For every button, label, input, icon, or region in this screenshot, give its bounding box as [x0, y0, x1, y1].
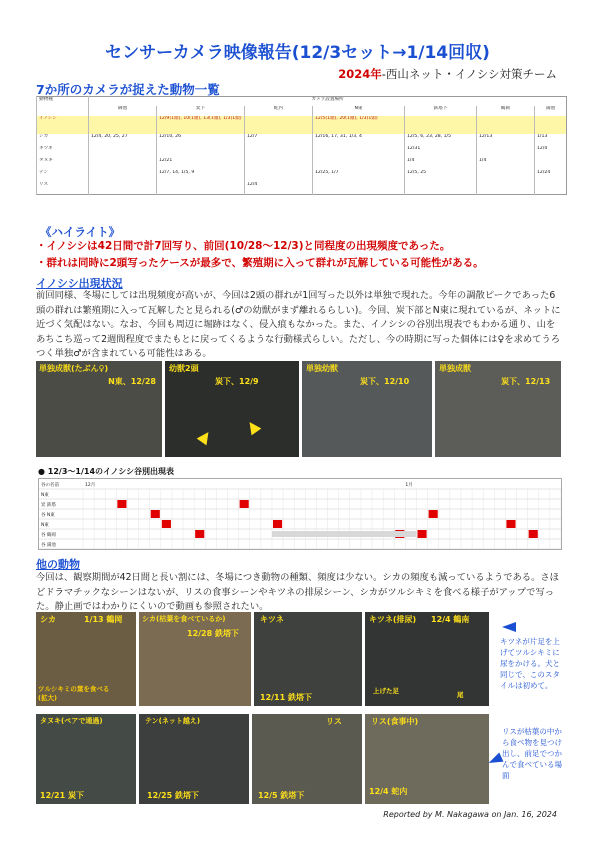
table-cell [245, 116, 313, 134]
table-cell [477, 170, 535, 182]
timeline-sighting-mark [429, 510, 438, 518]
photo-tag: リス(食事中) [371, 717, 419, 726]
table-cell: 12/5(1頭), 20(1頭), 1/3(1頭) [313, 116, 405, 134]
highlights-heading: 《ハイライト》 [40, 225, 121, 239]
highlight-item: ・群れは同時に2頭写ったケースが最多で、繁殖期に入って群れが瓦解している可能性がある。 [36, 257, 484, 269]
squirrel-note: リスが枯葉の中から食べ物を見つけ出し、前足でつかんで食べている場面 [502, 727, 562, 780]
table-col-header: N東 [313, 106, 405, 116]
table-row [37, 170, 567, 182]
table-cell: 12/24 [535, 170, 567, 182]
photo-label-leg: 上げた足 [373, 687, 399, 695]
table-cell [245, 146, 313, 158]
timeline-row-label: 谷 満池 [41, 543, 56, 548]
table-animal-cell: シカ [37, 134, 89, 146]
table-cell [313, 182, 405, 195]
other-photo-deer-1 [36, 612, 136, 706]
timeline-row-label: N東 [41, 523, 49, 528]
arrow-icon [197, 429, 214, 446]
timeline-sighting-mark [195, 530, 204, 538]
table-cell [89, 116, 157, 134]
fox-note: キツネが片足を上げてツルシキミに尿をかける。犬と同じで、このスタイルは初めて。 [500, 637, 560, 690]
table-cell: 1/13 [535, 134, 567, 146]
table-animal-cell: リス [37, 182, 89, 195]
timeline-sighting-mark [240, 500, 249, 508]
photo-location: 1/13 鶴岡 [84, 615, 123, 624]
table-cell: 12/16, 17, 31, 1/3, 4 [313, 134, 405, 146]
table-cell [405, 116, 477, 134]
report-year: 2024年 [338, 67, 382, 81]
table-cell: 12/4 [245, 182, 313, 195]
table-cell: 12/4, 20, 25, 27 [89, 134, 157, 146]
timeline-sighting-mark [273, 520, 282, 528]
others-section-heading: 他の動物 [36, 558, 80, 571]
photo-location: 12/11 鉄塔下 [260, 693, 312, 702]
table-cell: 12/31 [405, 146, 477, 158]
table-cell: 1/4 [405, 158, 477, 170]
photo-location: 12/4 鶴南 [431, 615, 470, 624]
table-animal-cell: キツネ [37, 146, 89, 158]
photo-tag: タヌキ(ペアで通過) [40, 717, 103, 725]
table-cell [535, 116, 567, 134]
table-cell: 12/5, 25 [405, 170, 477, 182]
timeline-row-label: 谷 N東 [41, 513, 55, 518]
other-photo-fox-1 [254, 612, 362, 706]
boar-photo-3 [302, 361, 432, 457]
other-photo-marten [139, 714, 249, 804]
timeline-row-label: 谷 鶴岡 [41, 533, 56, 538]
timeline-svg [39, 479, 561, 549]
table-cell: 12/21 [157, 158, 245, 170]
photo-location: 12/25 鉄塔下 [147, 791, 199, 800]
photo-location: 12/28 鉄塔下 [187, 629, 239, 638]
photo-location: 12/5 鉄塔下 [258, 791, 305, 800]
table-cell [89, 158, 157, 170]
timeline-row-label: 炭 鉄塔 [41, 503, 56, 508]
table-col-header: 御池 [89, 106, 157, 116]
table-cell [245, 158, 313, 170]
timeline-row-label: 谷の名前 [41, 483, 59, 488]
photo-location: 炭下、12/13 [501, 377, 551, 386]
boar-section-heading: イノシシ出現状況 [36, 277, 123, 290]
table-corner: 動物種 [37, 97, 89, 117]
boar-photo-2 [165, 361, 299, 457]
photo-location: 炭下、12/9 [215, 377, 259, 386]
timeline-chart [38, 478, 562, 550]
camera-section-heading: 7か所のカメラが捉えた動物一覧 [36, 82, 220, 97]
table-cell: 12/13 [477, 134, 535, 146]
photo-tag: キツネ(排尿) [369, 615, 417, 624]
camera-animal-table [36, 96, 567, 195]
table-cell [313, 158, 405, 170]
table-cell [157, 146, 245, 158]
arrow-icon [245, 419, 262, 436]
photo-tag: 単独成獣(たぶん♀) [39, 364, 109, 373]
table-cell: 12/7 [245, 134, 313, 146]
table-cell: 12/25, 1/7 [313, 170, 405, 182]
photo-location: 12/21 炭下 [40, 791, 84, 800]
report-footer: Reported by M. Nakagawa on Jan. 16, 2024 [383, 810, 557, 819]
timeline-sighting-mark [162, 520, 171, 528]
table-cell [535, 182, 567, 195]
table-cell [89, 146, 157, 158]
boar-section-text: 前回同様、冬場にしては出現頻度が高いが、今回は2頭の群れが1回写った以外は単独で現れた。今年の調散ピークであった6頭の群れは繁殖期に入って瓦解したと見られる(♂の幼獣がまず離れるらしい)。今回、炭下部とN東に現れているが、ネットに近づく気配はない。なお、今回も周辺に堀跡はなく、侵入痕もなかった。また、イノシシの谷別出現表でもわかる通り、山をあちこち巡って2週間程度でまたもとに戻ってくるような行動様式らしい。ただし、今の時期に写った個体には♀を求めてうろつく単独♂が含まれている可能性はある。 [36, 290, 561, 359]
table-cell [405, 182, 477, 195]
timeline-row-label: N東 [41, 493, 49, 498]
photo-tag: 単独幼獣 [306, 364, 338, 373]
others-section-text: 今回は、観察期間が42日間と長い割には、冬場につき動物の種類、頻度は少ない。シカの頻度も減っているようである。さほどドラマチックなシーンはないが、リスの食事シーンやキツネの排尿シーン、シカがツルシキミを食べる様子がアップで写った。静止画ではわかりにくいので動画も参照されたい。 [36, 572, 559, 612]
table-cell [157, 182, 245, 195]
table-animal-cell: イノシシ [37, 116, 89, 134]
photo-tag: シカ(枯葉を食べているか) [142, 615, 226, 623]
table-col-header: 蛇内 [245, 106, 313, 116]
table-col-header: 鉄塔下 [405, 106, 477, 116]
table-row [37, 158, 567, 170]
table-group-header: カメラ設置場所 [89, 97, 567, 107]
arrow-left-icon [487, 753, 504, 768]
table-cell [535, 158, 567, 170]
photo-label-tail: 尾 [457, 691, 464, 699]
table-row [37, 182, 567, 195]
photo-tag: 単独成獣 [439, 364, 471, 373]
report-title: センサーカメラ映像報告(12/3セット→1/14回収) [105, 43, 490, 63]
arrow-left-icon [502, 622, 516, 632]
boar-photo-4 [435, 361, 561, 457]
timeline-month-label: 1月 [405, 483, 413, 488]
timeline-chart-title: ● 12/3～1/14のイノシシ谷別出現表 [38, 467, 175, 476]
photo-location: 炭下、12/10 [360, 377, 410, 386]
table-cell: 12/9(1頭), 10(1頭), 13(1頭), 1/3(1頭) [157, 116, 245, 134]
table-cell [89, 182, 157, 195]
timeline-sighting-mark [529, 530, 538, 538]
table-cell [477, 182, 535, 195]
table-cell: 1/4 [477, 158, 535, 170]
table-cell [477, 116, 535, 134]
other-photo-fox-2 [365, 612, 489, 706]
table-cell [89, 170, 157, 182]
photo-tag: シカ [40, 615, 56, 624]
table-animal-cell: テン [37, 170, 89, 182]
table-cell: 12/5, 6, 23, 28, 1/5 [405, 134, 477, 146]
photo-tag: リス [326, 717, 342, 726]
table-cell [313, 146, 405, 158]
table-cell [477, 146, 535, 158]
boar-photo-1 [36, 361, 162, 457]
other-photo-squirrel-2 [365, 714, 489, 804]
other-photo-squirrel-1 [252, 714, 362, 804]
photo-note: ツルシキミの葉を食べる(拡大) [38, 685, 110, 702]
timeline-sighting-mark [117, 500, 126, 508]
table-cell: 12/10, 26 [157, 134, 245, 146]
table-cell [245, 170, 313, 182]
other-photo-deer-2 [139, 612, 251, 706]
table-col-header: 炭下 [157, 106, 245, 116]
table-cell: 12/7, 14, 1/5, 9 [157, 170, 245, 182]
highlight-item: ・イノシシは42日間で計7回写り、前回(10/28～12/3)と同程度の出現頻度であった。 [36, 240, 451, 252]
other-photo-raccoon-dog [36, 714, 136, 804]
photo-tag: 幼獣2頭 [169, 364, 199, 373]
table-row [37, 134, 567, 146]
timeline-sighting-mark [506, 520, 515, 528]
table-animal-cell: タヌキ [37, 158, 89, 170]
photo-tag: キツネ [260, 615, 284, 624]
table-row [37, 146, 567, 158]
photo-tag: テン(ネット越え) [145, 717, 201, 725]
table-col-header: 鶴岡 [477, 106, 535, 116]
table-col-header: 満池 [535, 106, 567, 116]
timeline-month-label: 12月 [85, 483, 96, 488]
photo-location: N東、12/28 [108, 377, 156, 386]
team-name: -西山ネット・イノシシ対策チーム [381, 67, 557, 81]
timeline-sighting-mark [417, 530, 426, 538]
timeline-sighting-mark [151, 510, 160, 518]
photo-location: 12/4 蛇内 [369, 787, 408, 796]
report-subtitle [338, 66, 557, 82]
table-row [37, 116, 567, 134]
timeline-gap-band [272, 531, 417, 537]
table-cell: 12/4 [535, 146, 567, 158]
